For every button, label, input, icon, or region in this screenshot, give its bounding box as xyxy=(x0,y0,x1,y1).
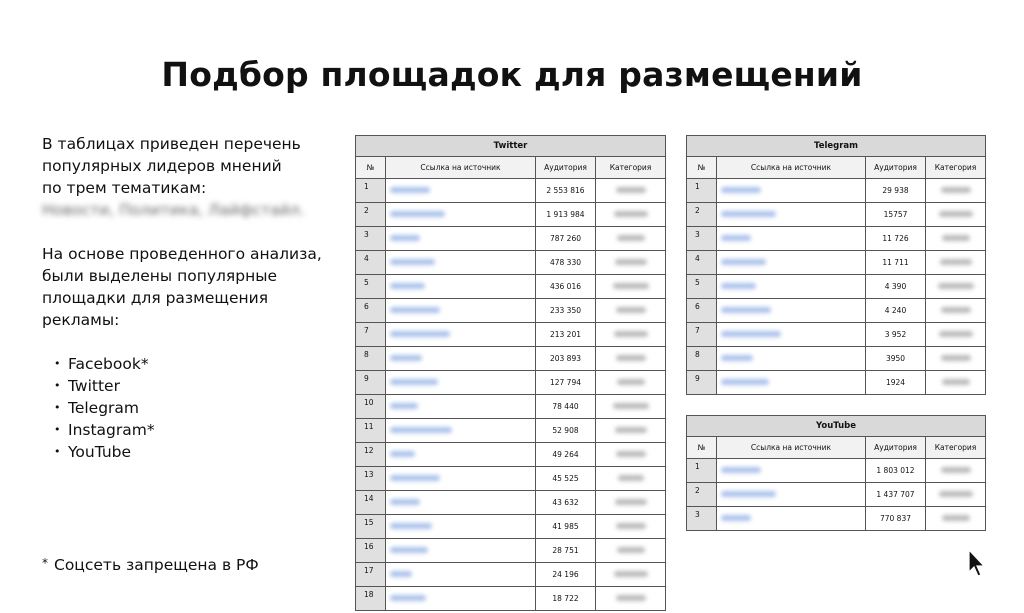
col-header-audience: Аудитория xyxy=(866,157,926,179)
table-row xyxy=(356,179,666,203)
audience-value: 213 201 xyxy=(536,323,596,347)
row-number: 15 xyxy=(356,515,386,539)
audience-value: 52 908 xyxy=(536,419,596,443)
audience-value: 24 196 xyxy=(536,563,596,587)
platform-item: • Facebook* xyxy=(54,353,342,375)
category-blurred xyxy=(926,275,986,299)
row-number: 3 xyxy=(687,227,717,251)
category-blurred xyxy=(926,347,986,371)
source-link-blurred[interactable] xyxy=(386,299,536,323)
table-row xyxy=(356,203,666,227)
audience-value: 1 913 984 xyxy=(536,203,596,227)
source-link-blurred[interactable] xyxy=(386,203,536,227)
topics-blurred: Новости, Политика, Лайфстайл. xyxy=(42,201,305,219)
source-link-blurred[interactable] xyxy=(386,251,536,275)
category-blurred xyxy=(596,491,666,515)
source-link-blurred[interactable] xyxy=(386,395,536,419)
table-caption: YouTube xyxy=(687,416,986,437)
audience-value: 49 264 xyxy=(536,443,596,467)
table-row xyxy=(356,371,666,395)
category-blurred xyxy=(926,323,986,347)
category-blurred xyxy=(596,323,666,347)
audience-value: 11 711 xyxy=(866,251,926,275)
audience-value: 18 722 xyxy=(536,587,596,611)
source-link-blurred[interactable] xyxy=(386,443,536,467)
source-link-blurred[interactable] xyxy=(386,323,536,347)
row-number: 17 xyxy=(356,563,386,587)
table-row xyxy=(687,459,986,483)
audience-value: 43 632 xyxy=(536,491,596,515)
row-number: 1 xyxy=(687,459,717,483)
col-header-category: Категория xyxy=(926,437,986,459)
audience-value: 15757 xyxy=(866,203,926,227)
source-link-blurred[interactable] xyxy=(386,515,536,539)
platform-item: • Twitter xyxy=(54,375,342,397)
table-row xyxy=(687,227,986,251)
row-number: 10 xyxy=(356,395,386,419)
col-header-num: № xyxy=(687,437,717,459)
source-link-blurred[interactable] xyxy=(717,507,866,531)
source-link-blurred[interactable] xyxy=(717,227,866,251)
col-header-num: № xyxy=(687,157,717,179)
row-number: 3 xyxy=(356,227,386,251)
row-number: 6 xyxy=(356,299,386,323)
source-link-blurred[interactable] xyxy=(717,323,866,347)
audience-value: 11 726 xyxy=(866,227,926,251)
table-row xyxy=(356,515,666,539)
audience-value: 127 794 xyxy=(536,371,596,395)
table-row xyxy=(356,299,666,323)
telegram-table xyxy=(686,135,986,395)
audience-value: 436 016 xyxy=(536,275,596,299)
source-link-blurred[interactable] xyxy=(717,203,866,227)
audience-value: 41 985 xyxy=(536,515,596,539)
source-link-blurred[interactable] xyxy=(717,179,866,203)
category-blurred xyxy=(596,371,666,395)
table-row xyxy=(687,347,986,371)
analysis-line: были выделены популярные xyxy=(42,267,277,285)
row-number: 2 xyxy=(687,203,717,227)
row-number: 2 xyxy=(687,483,717,507)
audience-value: 770 837 xyxy=(866,507,926,531)
source-link-blurred[interactable] xyxy=(717,483,866,507)
row-number: 1 xyxy=(687,179,717,203)
table-row xyxy=(356,395,666,419)
category-blurred xyxy=(596,275,666,299)
source-link-blurred[interactable] xyxy=(386,179,536,203)
platform-item: • Telegram xyxy=(54,397,342,419)
col-header-audience: Аудитория xyxy=(536,157,596,179)
table-row xyxy=(356,251,666,275)
table-row xyxy=(687,179,986,203)
intro-line: В таблицах приведен перечень xyxy=(42,135,301,153)
table-row xyxy=(687,507,986,531)
footnote xyxy=(42,556,259,574)
audience-value: 1 803 012 xyxy=(866,459,926,483)
source-link-blurred[interactable] xyxy=(717,299,866,323)
source-link-blurred[interactable] xyxy=(386,347,536,371)
row-number: 4 xyxy=(356,251,386,275)
row-number: 11 xyxy=(356,419,386,443)
col-header-audience: Аудитория xyxy=(866,437,926,459)
row-number: 3 xyxy=(687,507,717,531)
category-blurred xyxy=(926,227,986,251)
row-number: 13 xyxy=(356,467,386,491)
audience-value: 78 440 xyxy=(536,395,596,419)
table-row xyxy=(356,539,666,563)
audience-value: 2 553 816 xyxy=(536,179,596,203)
table-row xyxy=(687,203,986,227)
source-link-blurred[interactable] xyxy=(386,419,536,443)
audience-value: 787 260 xyxy=(536,227,596,251)
platform-item: • YouTube xyxy=(54,441,342,463)
col-header-category: Категория xyxy=(596,157,666,179)
table-row xyxy=(356,419,666,443)
row-number: 12 xyxy=(356,443,386,467)
source-link-blurred[interactable] xyxy=(386,227,536,251)
source-link-blurred[interactable] xyxy=(386,563,536,587)
category-blurred xyxy=(926,507,986,531)
table-row xyxy=(356,443,666,467)
intro-line: популярных лидеров мнений xyxy=(42,157,282,175)
source-link-blurred[interactable] xyxy=(386,467,536,491)
category-blurred xyxy=(596,539,666,563)
category-blurred xyxy=(596,179,666,203)
intro-block xyxy=(42,133,342,463)
row-number: 8 xyxy=(687,347,717,371)
source-link-blurred[interactable] xyxy=(717,251,866,275)
footnote-star: * xyxy=(42,556,48,570)
category-blurred xyxy=(926,371,986,395)
category-blurred xyxy=(596,443,666,467)
category-blurred xyxy=(926,483,986,507)
category-blurred xyxy=(596,227,666,251)
analysis-line: На основе проведенного анализа, xyxy=(42,245,322,263)
table-row xyxy=(687,483,986,507)
category-blurred xyxy=(596,419,666,443)
table-row xyxy=(356,323,666,347)
row-number: 1 xyxy=(356,179,386,203)
twitter-table xyxy=(355,135,666,611)
row-number: 18 xyxy=(356,587,386,611)
row-number: 9 xyxy=(687,371,717,395)
audience-value: 1924 xyxy=(866,371,926,395)
col-header-link: Ссылка на источник xyxy=(717,157,866,179)
audience-value: 233 350 xyxy=(536,299,596,323)
category-blurred xyxy=(596,587,666,611)
audience-value: 3 952 xyxy=(866,323,926,347)
category-blurred xyxy=(926,299,986,323)
col-header-num: № xyxy=(356,157,386,179)
category-blurred xyxy=(596,203,666,227)
source-link-blurred[interactable] xyxy=(386,371,536,395)
audience-value: 478 330 xyxy=(536,251,596,275)
category-blurred xyxy=(596,299,666,323)
table-caption: Telegram xyxy=(687,136,986,157)
source-link-blurred[interactable] xyxy=(717,275,866,299)
cursor-arrow-icon xyxy=(966,548,988,578)
intro-line: по трем тематикам: xyxy=(42,179,207,197)
source-link-blurred[interactable] xyxy=(386,275,536,299)
row-number: 8 xyxy=(356,347,386,371)
source-link-blurred[interactable] xyxy=(386,491,536,515)
audience-value: 1 437 707 xyxy=(866,483,926,507)
col-header-link: Ссылка на источник xyxy=(717,437,866,459)
source-link-blurred[interactable] xyxy=(717,371,866,395)
table-caption: Twitter xyxy=(356,136,666,157)
page-title: Подбор площадок для размещений xyxy=(161,55,863,94)
table-row xyxy=(356,587,666,611)
table-row xyxy=(687,275,986,299)
row-number: 16 xyxy=(356,539,386,563)
category-blurred xyxy=(926,179,986,203)
analysis-line: площадки для размещения xyxy=(42,289,269,307)
source-link-blurred[interactable] xyxy=(386,539,536,563)
row-number: 5 xyxy=(687,275,717,299)
table-row xyxy=(356,275,666,299)
audience-value: 4 240 xyxy=(866,299,926,323)
audience-value: 28 751 xyxy=(536,539,596,563)
table-row xyxy=(687,371,986,395)
audience-value: 3950 xyxy=(866,347,926,371)
row-number: 9 xyxy=(356,371,386,395)
youtube-table xyxy=(686,415,986,531)
table-row xyxy=(687,323,986,347)
audience-value: 4 390 xyxy=(866,275,926,299)
platform-item: • Instagram* xyxy=(54,419,342,441)
row-number: 5 xyxy=(356,275,386,299)
col-header-link: Ссылка на источник xyxy=(386,157,536,179)
category-blurred xyxy=(596,563,666,587)
table-row xyxy=(356,227,666,251)
row-number: 4 xyxy=(687,251,717,275)
audience-value: 45 525 xyxy=(536,467,596,491)
table-row xyxy=(356,491,666,515)
category-blurred xyxy=(926,203,986,227)
source-link-blurred[interactable] xyxy=(717,459,866,483)
table-row xyxy=(356,563,666,587)
col-header-category: Категория xyxy=(926,157,986,179)
footnote-text: Соцсеть запрещена в РФ xyxy=(54,556,259,574)
row-number: 6 xyxy=(687,299,717,323)
category-blurred xyxy=(596,395,666,419)
table-row xyxy=(356,467,666,491)
source-link-blurred[interactable] xyxy=(386,587,536,611)
row-number: 2 xyxy=(356,203,386,227)
source-link-blurred[interactable] xyxy=(717,347,866,371)
audience-value: 203 893 xyxy=(536,347,596,371)
table-row xyxy=(687,299,986,323)
category-blurred xyxy=(596,467,666,491)
platform-list xyxy=(42,353,342,463)
row-number: 7 xyxy=(687,323,717,347)
category-blurred xyxy=(596,347,666,371)
row-number: 14 xyxy=(356,491,386,515)
table-row xyxy=(356,347,666,371)
row-number: 7 xyxy=(356,323,386,347)
category-blurred xyxy=(596,515,666,539)
category-blurred xyxy=(596,251,666,275)
table-row xyxy=(687,251,986,275)
analysis-line: рекламы: xyxy=(42,311,120,329)
category-blurred xyxy=(926,459,986,483)
audience-value: 29 938 xyxy=(866,179,926,203)
category-blurred xyxy=(926,251,986,275)
